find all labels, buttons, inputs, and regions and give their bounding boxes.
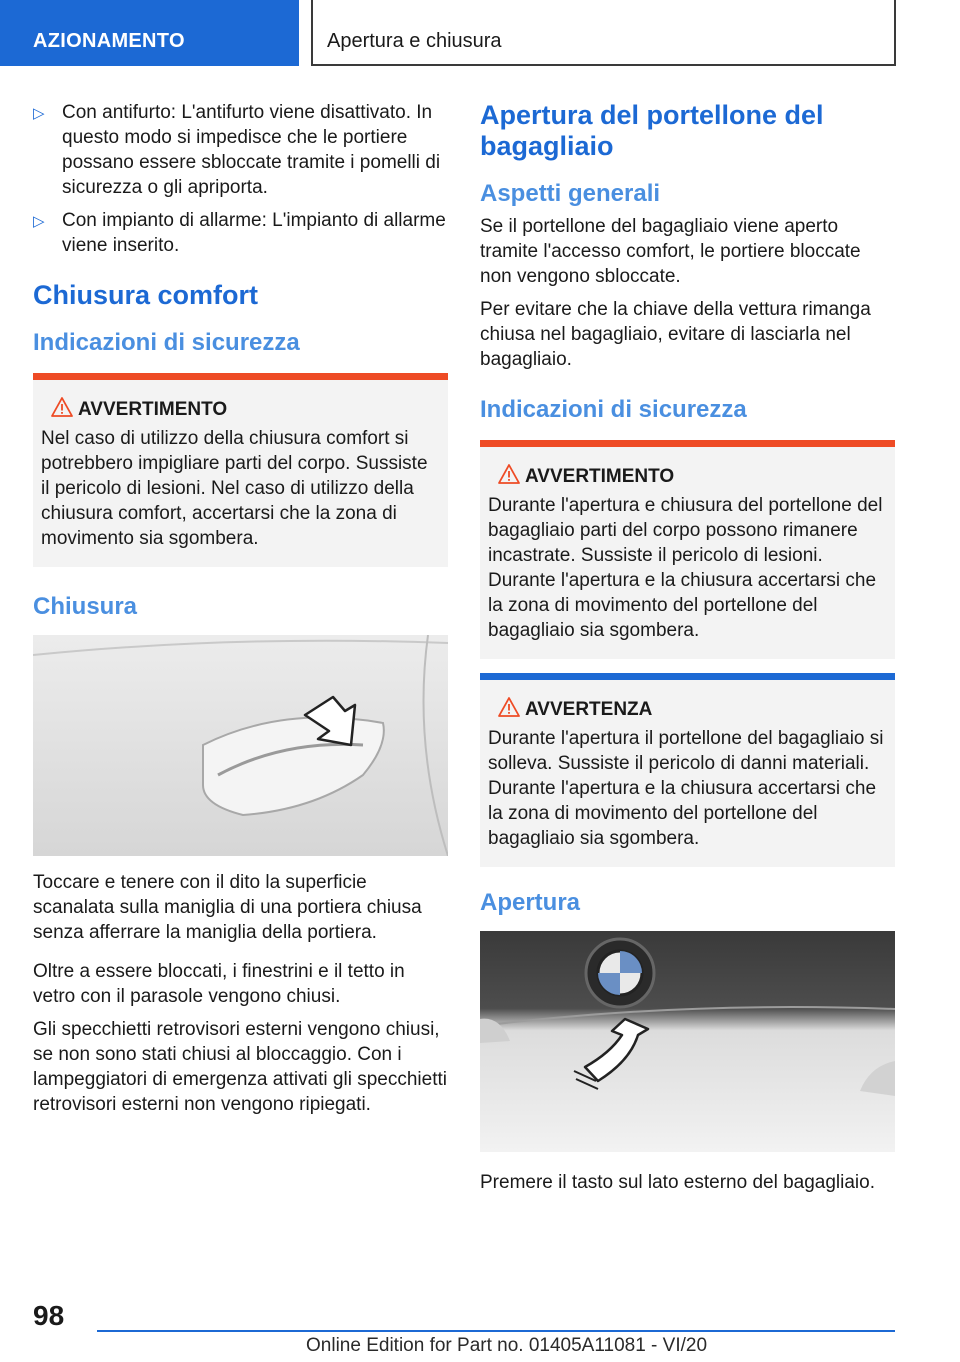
warning-title: AVVERTIMENTO [41, 398, 440, 422]
notice-title: AVVERTENZA [488, 698, 887, 722]
tailgate-button-illustration [480, 931, 895, 1152]
section-label: AZIONAMENTO [33, 30, 185, 52]
section-heading-tailgate: Apertura del portellone del bagagliaio [480, 100, 824, 161]
closing-paragraph-2: Oltre a essere bloccati, i finestrini e il tetto in vetro con il parasole vengono chiusi. [33, 961, 405, 1007]
bullet-list [33, 100, 448, 258]
section-heading-comfort-close: Chiusura comfort [33, 280, 259, 310]
warning-triangle-icon [51, 397, 73, 417]
general-paragraph-2: Per evitare che la chiave della vettura rimanga chiusa nel bagagliaio, evitare di lasciarla nel bagagliaio. [480, 299, 871, 370]
list-item: ▷ Con antifurto: L'antifurto viene disattivato. In questo modo si impedisce che le portiere possano essere sbloccate tramite i pomelli di sicurezza o gli apriporta. [33, 102, 441, 198]
page-number: 98 [33, 1300, 65, 1331]
warning-triangle-icon [498, 464, 520, 484]
subheading-safety: Indicazioni di sicurezza [480, 396, 747, 423]
door-handle-image [33, 635, 448, 856]
footer-divider [97, 1330, 895, 1332]
closing-paragraph-1: Toccare e tenere con il dito la superficie scanalata sulla maniglia di una portiera chiusa senza afferrare la maniglia della portiera. [33, 872, 422, 943]
chapter-label: Apertura e chiusura [327, 30, 502, 52]
door-handle-illustration [33, 635, 448, 856]
right-column [480, 100, 895, 1203]
triangle-bullet-icon: ▷ [33, 213, 45, 230]
warning-text: Durante l'apertura e chiusura del portellone del bagagliaio parti del corpo possono rimanere incastrate. Sussiste il pericolo di lesioni. Durante l'apertura e la chiusura accertarsi che la zona di movimento del portellone del bagagliaio sia sgombera. [488, 495, 883, 641]
closing-paragraph-3: Gli specchietti retrovisori esterni vengono chiusi, se non sono stati chiusi al bloccaggio. Con i lampeggiatori di emergenza attivati gli specchietti retrovisori esterni non vengono ripiegati. [33, 1019, 447, 1115]
triangle-bullet-icon: ▷ [33, 105, 45, 122]
tailgate-image [480, 931, 895, 1152]
general-paragraph-1: Se il portellone del bagagliaio viene aperto tramite l'accesso comfort, le portiere bloccate non vengono sbloccate. [480, 216, 861, 287]
page-header [0, 0, 960, 66]
section-tab[interactable] [0, 0, 299, 66]
chapter-tab[interactable] [311, 0, 896, 66]
warning-box [480, 440, 895, 659]
notice-box [480, 673, 895, 867]
warning-triangle-icon [498, 697, 520, 717]
notice-text: Durante l'apertura il portellone del bagagliaio si solleva. Sussiste il pericolo di danni materiali. Durante l'apertura e la chiusura accertarsi che la zona di movimento del portellone del bagagliaio sia sgombera. [488, 728, 884, 849]
opening-caption: Premere il tasto sul lato esterno del bagagliaio. [480, 1172, 876, 1193]
warning-title: AVVERTIMENTO [488, 465, 887, 489]
subheading-general: Aspetti generali [480, 180, 661, 207]
left-column [33, 100, 448, 1125]
warning-box [33, 373, 448, 567]
subheading-opening: Apertura [480, 889, 581, 916]
subheading-closing: Chiusura [33, 593, 138, 620]
edition-label: Online Edition for Part no. 01405A11081 - VI/20 [306, 1335, 708, 1356]
list-item: ▷ Con impianto di allarme: L'impianto di allarme viene inserito. [33, 210, 446, 256]
warning-text: Nel caso di utilizzo della chiusura comfort si potrebbero impigliare parti del corpo. Sussiste il pericolo di lesioni. Nel caso di utilizzo della chiusura comfort, accertarsi che la zona di movimento sia sgombera. [41, 428, 428, 549]
subheading-safety: Indicazioni di sicurezza [33, 329, 300, 356]
